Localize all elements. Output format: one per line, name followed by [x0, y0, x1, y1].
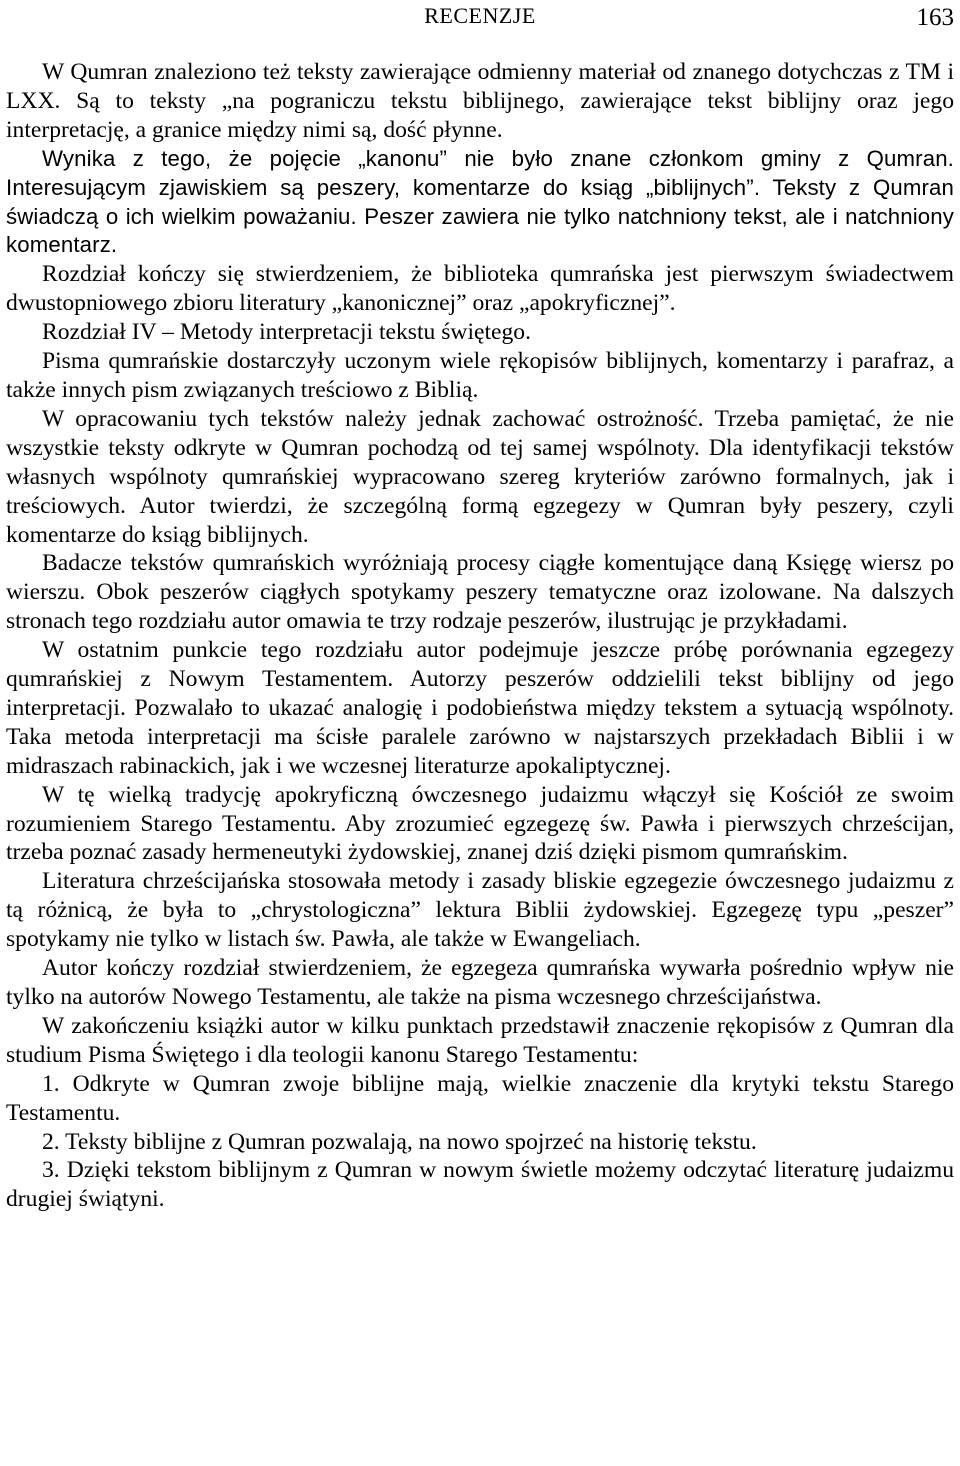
- chapter-heading-iv: Rozdział IV – Metody interpretacji tekstu świętego.: [42, 319, 532, 346]
- paragraph-christian-literature: Literatura chrześcijańska stosowała metody i zasady bliskie egzegezie ówczesnego judaizmu z tą różnicą, że była to „chrystologiczna” lektura Biblii żydowskiej. Egzegezę typu „peszer” spotykamy nie tylko w listach św. Pawła, ale także w Ewangeliach.: [6, 868, 954, 953]
- paragraph-qumran-materials: W Qumran znaleziono też teksty zawierające odmienny materiał od znanego dotychczas z TM i LXX. Są to teksty „na pograniczu tekstu biblijnego, zawierające tekst biblijny oraz jego interpretację, a granice między nimi są, dość płynne.: [6, 59, 954, 143]
- running-title: RECENZJE: [424, 3, 536, 28]
- page-number: 163: [916, 4, 954, 31]
- paragraph-new-testament-comparison: W ostatnim punkcie tego rozdziału autor podejmuje jeszcze próbę porównania egzegezy qumrańskiej z Nowym Testamentem. Autorzy peszerów oddzielili tekst biblijny od jego interpretacji. Pozwalało to ukazać analogię i podobieństwa między tekstem a sytuacją wspólnoty. Taka metoda interpretacji ma ścisłe paralele zarówno w najstarszych przekładach Biblii i w midraszach rabinackich, jak i we wczesnej literaturze apokaliptycznej.: [6, 637, 954, 779]
- paragraph-chapter-conclusion: Rozdział kończy się stwierdzeniem, że biblioteka qumrańska jest pierwszym świadectwem dwustopniowego zbioru literatury „kanonicznej” oraz „apokryficznej”.: [6, 261, 954, 317]
- paragraph-caution: W opracowaniu tych tekstów należy jednak zachować ostrożność. Trzeba pamiętać, że nie wszystkie teksty odkryte w Qumran pochodzą od tej samej wspólnoty. Dla identyfikacji tekstów własnych wspólnoty qumrańskiej wypracowano szereg kryteriów zarówno formalnych, jak i treściowych. Autor twierdzi, że szczególną formą egzegezy w Qumran były peszery, czyli komentarze do ksiąg biblijnych.: [6, 405, 954, 548]
- running-header: [6, 0, 954, 58]
- paragraph-pesher-types: Badacze tekstów qumrańskich wyróżniają procesy ciągłe komentujące daną Księgę wiersz po wierszu. Obok peszerów ciągłych spotykamy peszery tematyczne oraz izolowane. Na dalszych stronach tego rozdziału autor omawia te trzy rodzaje peszerów, ilustrując je przykładami.: [6, 550, 954, 635]
- document-page: [6, 0, 954, 1466]
- list-item-2: 2. Teksty biblijne z Qumran pozwalają, na nowo spojrzeć na historię tekstu.: [42, 1128, 757, 1155]
- list-item-1: 1. Odkryte w Qumran zwoje biblijne mają, wielkie znaczenie dla krytyki tekstu Starego Testamentu.: [6, 1070, 954, 1126]
- list-item-3: 3. Dzięki tekstom biblijnym z Qumran w nowym świetle możemy odczytać literaturę judaizmu drugiej świątyni.: [6, 1157, 954, 1213]
- paragraph-church-tradition: W tę wielką tradycję apokryficzną ówczesnego judaizmu włączył się Kościół ze swoim rozumieniem Starego Testamentu. Aby zrozumieć egzegezę św. Pawła i pierwszych chrześcijan, trzeba poznać zasady hermeneutyki żydowskiej, znanej dziś dzięki pismom qumrańskim.: [6, 781, 954, 866]
- paragraph-book-conclusion: W zakończeniu książki autor w kilku punktach przedstawił znaczenie rękopisów z Qumran dla studium Pisma Świętego i dla teologii kanonu Starego Testamentu:: [6, 1012, 954, 1068]
- paragraph-qumran-writings: Pisma qumrańskie dostarczyły uczonym wiele rękopisów biblijnych, komentarzy i parafraz, a także innych pism związanych treściowo z Biblią.: [6, 348, 954, 403]
- paragraph-canon-concept: Wynika z tego, że pojęcie „kanonu” nie było znane członkom gminy z Qumran. Interesującym zjawiskiem są peszery, komentarze do ksiąg „biblijnych”. Teksty z Qumran świadczą o ich wielkim poważaniu. Peszer zawiera nie tylko natchniony tekst, ale i natchniony komentarz.: [6, 145, 954, 258]
- body-text: [6, 58, 954, 1214]
- paragraph-author-conclusion: Autor kończy rozdział stwierdzeniem, że egzegeza qumrańska wywarła pośrednio wpływ nie tylko na autorów Nowego Testamentu, ale także na pisma wczesnego chrześcijaństwa.: [6, 955, 954, 1010]
